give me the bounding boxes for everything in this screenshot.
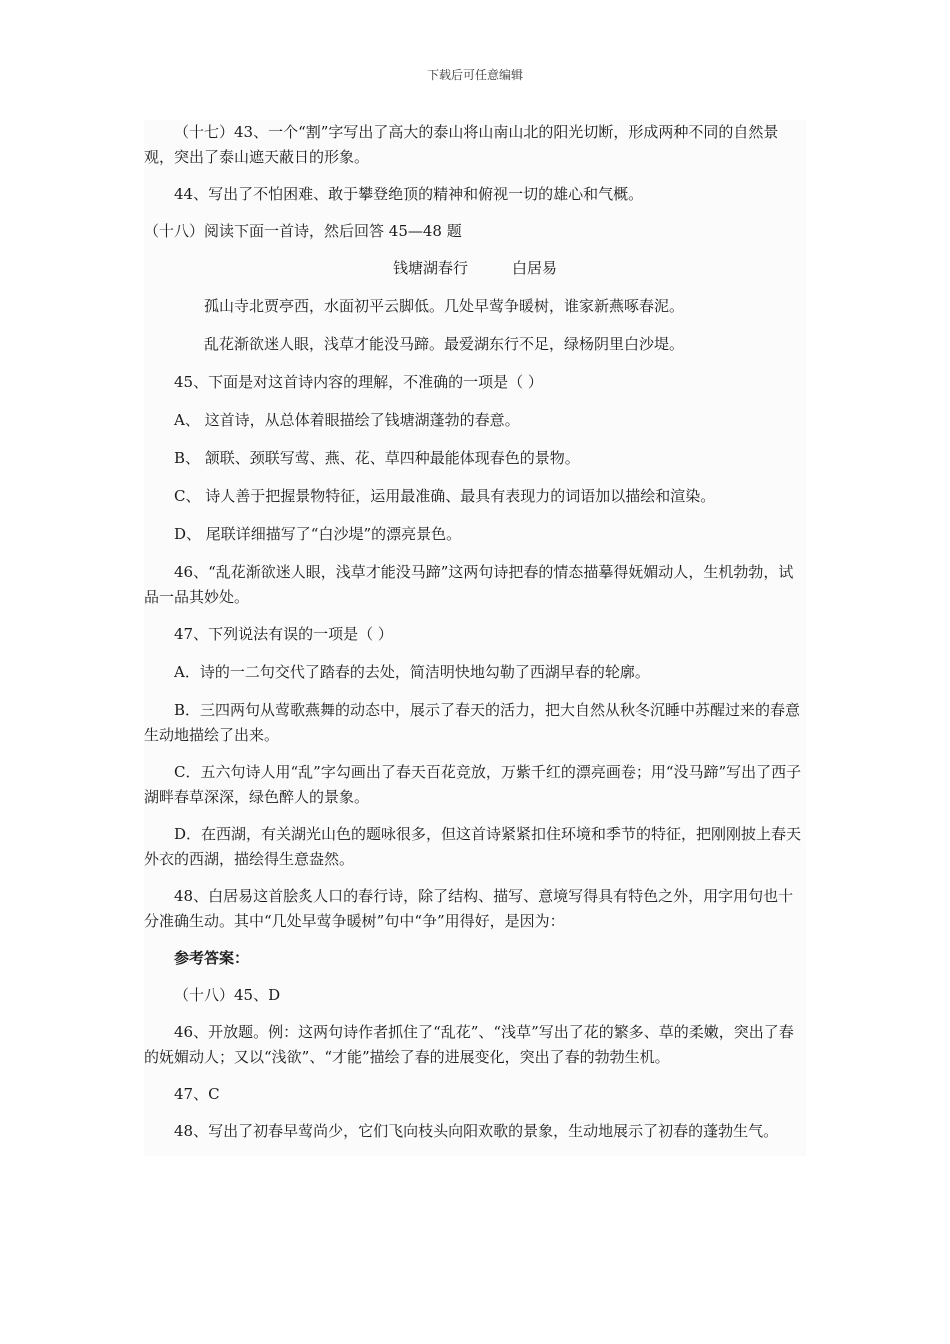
answer-46: 46、开放题。例：这两句诗作者抓住了“乱花”、“浅草”写出了花的繁多、草的柔嫩，突出了春的妩媚动人；又以“浅欲”、“才能”描绘了春的进展变化，突出了春的勃勃生机。 xyxy=(144,1023,794,1066)
poem-line-2: 乱花渐欲迷人眼，浅草才能没马蹄。最爱湖东行不足，绿杨阴里白沙堤。 xyxy=(204,335,685,353)
answer-48: 48、写出了初春早莺尚少，它们飞向枝头向阳欢歌的景象，生动地展示了初春的蓬勃生气。 xyxy=(174,1122,779,1140)
question-45-option-b: B、 颔联、颈联写莺、燕、花、草四种最能体现春色的景物。 xyxy=(174,449,580,467)
poem-title-line xyxy=(144,256,806,281)
answer-key-heading: 参考答案： xyxy=(174,949,250,967)
document-body xyxy=(144,120,806,1156)
section-18-heading: （十八）阅读下面一首诗，然后回答 45—48 题 xyxy=(144,222,462,240)
question-45: 45、下面是对这首诗内容的理解，不准确的一项是（ ） xyxy=(174,373,543,391)
poem-line-1: 孤山寺北贾亭西，水面初平云脚低。几处早莺争暖树，谁家新燕啄春泥。 xyxy=(204,297,685,315)
question-47-option-a: A．诗的一二句交代了踏春的去处，简洁明快地勾勒了西湖早春的轮廓。 xyxy=(174,663,650,681)
question-47-option-b: B．三四两句从莺歌燕舞的动态中，展示了春天的活力，把大自然从秋冬沉睡中苏醒过来的春意生动地描绘了出来。 xyxy=(144,701,801,744)
question-47: 47、下列说法有误的一项是（ ） xyxy=(174,625,393,643)
question-48: 48、白居易这首脍炙人口的春行诗，除了结构、描写、意境写得具有特色之外，用字用句也十分准确生动。其中“几处早莺争暖树”句中“争”用得好，是因为： xyxy=(144,887,794,930)
question-45-option-a: A、 这首诗，从总体着眼描绘了钱塘湖蓬勃的春意。 xyxy=(174,411,520,429)
answer-44: 44、写出了不怕困难、敢于攀登绝顶的精神和俯视一切的雄心和气概。 xyxy=(174,185,644,203)
answer-47: 47、C xyxy=(174,1085,220,1103)
question-47-option-d: D．在西湖，有关湖光山色的题咏很多，但这首诗紧紧扣住环境和季节的特征，把刚刚披上春天外衣的西湖，描绘得生意盎然。 xyxy=(144,825,802,868)
question-47-option-c: C．五六句诗人用“乱”字勾画出了春天百花竞放，万紫千红的漂亮画卷；用“没马蹄”写出了西子湖畔春草深深，绿色醉人的景象。 xyxy=(144,763,802,806)
poem-title: 钱塘湖春行 xyxy=(392,259,468,277)
poem-author: 白居易 xyxy=(512,259,558,277)
question-45-option-c: C、 诗人善于把握景物特征，运用最准确、最具有表现力的词语加以描绘和渲染。 xyxy=(174,487,716,505)
answer-45: （十八）45、D xyxy=(174,986,281,1004)
question-46: 46、“乱花渐欲迷人眼，浅草才能没马蹄”这两句诗把春的情态描摹得妩媚动人，生机勃勃，试品一品其妙处。 xyxy=(144,563,794,606)
page-header: 下载后可任意编辑 xyxy=(426,68,523,82)
answer-43: （十七）43、一个“割”字写出了高大的泰山将山南山北的阳光切断，形成两种不同的自然景观，突出了泰山遮天蔽日的形象。 xyxy=(144,123,779,166)
question-45-option-d: D、 尾联详细描写了“白沙堤”的漂亮景色。 xyxy=(174,525,462,543)
